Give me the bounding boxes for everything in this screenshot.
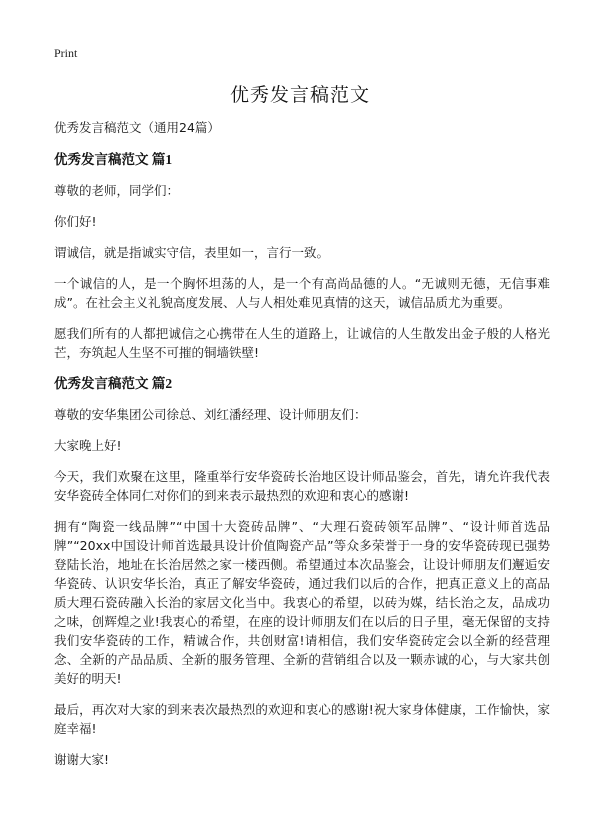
paragraph: 愿我们所有的人都把诚信之心携带在人生的道路上，让诚信的人生散发出金子般的人格光芒，夯筑起人生坚不可摧的铜墙铁壁! bbox=[54, 326, 550, 360]
paragraph: 谢谢大家! bbox=[54, 752, 110, 767]
document-body bbox=[54, 118, 550, 781]
document-intro: 优秀发言稿范文（通用24篇） bbox=[54, 120, 220, 135]
paragraph: 今天，我们欢聚在这里，隆重举行安华瓷砖长治地区设计师品鉴会，首先，请允许我代表安华瓷砖全体同仁对你们的到来表示最热烈的欢迎和衷心的感谢! bbox=[54, 469, 550, 503]
paragraph: 最后，再次对大家的到来表次最热烈的欢迎和衷心的感谢!祝大家身体健康，工作愉快，家庭幸福! bbox=[54, 702, 550, 736]
paragraph: 一个诚信的人，是一个胸怀坦荡的人，是一个有高尚品德的人。“无诚则无德，无信事难成”。在社会主义礼貌高度发展、人与人相处难见真情的这天，诚信品质尤为重要。 bbox=[54, 276, 550, 310]
section-heading-1: 优秀发言稿范文 篇1 bbox=[54, 152, 173, 167]
paragraph: 尊敬的老师，同学们： bbox=[54, 183, 180, 198]
paragraph: 拥有“陶瓷一线品牌”“中国十大瓷砖品牌”、“大理石瓷砖领军品牌”、“设计师首选品牌”“20xx中国设计师首选最具设计价值陶瓷产品”等众多荣誉于一身的安华瓷砖现已强势登陆长治，地址在长治居然之家一楼西侧。希望通过本次品鉴会，让设计师朋友们邂逅安华瓷砖、认识安华长治，真正了解安华瓷砖，通过我们以后的合作，把真正意义上的高品质大理石瓷砖融入长治的家居文化当中。我衷心的希望，以砖为媒，结长治之友，品成功之味，创辉煌之业!我衷心的希望，在座的设计师朋友们在以后的日子里，毫无保留的支持我们安华瓷砖的工作，精诚合作，共创财富!请相信，我们安华瓷砖定会以全新的经营理念、全新的产品品质、全新的服务管理、全新的营销组合以及一颗赤诚的心，与大家共创美好的明天! bbox=[54, 519, 550, 686]
paragraph: 你们好! bbox=[54, 214, 97, 229]
paragraph: 谓诚信，就是指诚实守信，表里如一，言行一致。 bbox=[54, 245, 330, 260]
page-title: 优秀发言稿范文 bbox=[229, 84, 370, 106]
print-label[interactable]: Print bbox=[54, 46, 78, 60]
paragraph: 尊敬的安华集团公司徐总、刘红潘经理、设计师朋友们： bbox=[54, 407, 367, 422]
section-heading-2: 优秀发言稿范文 篇2 bbox=[54, 376, 173, 391]
paragraph: 大家晚上好! bbox=[54, 438, 122, 453]
